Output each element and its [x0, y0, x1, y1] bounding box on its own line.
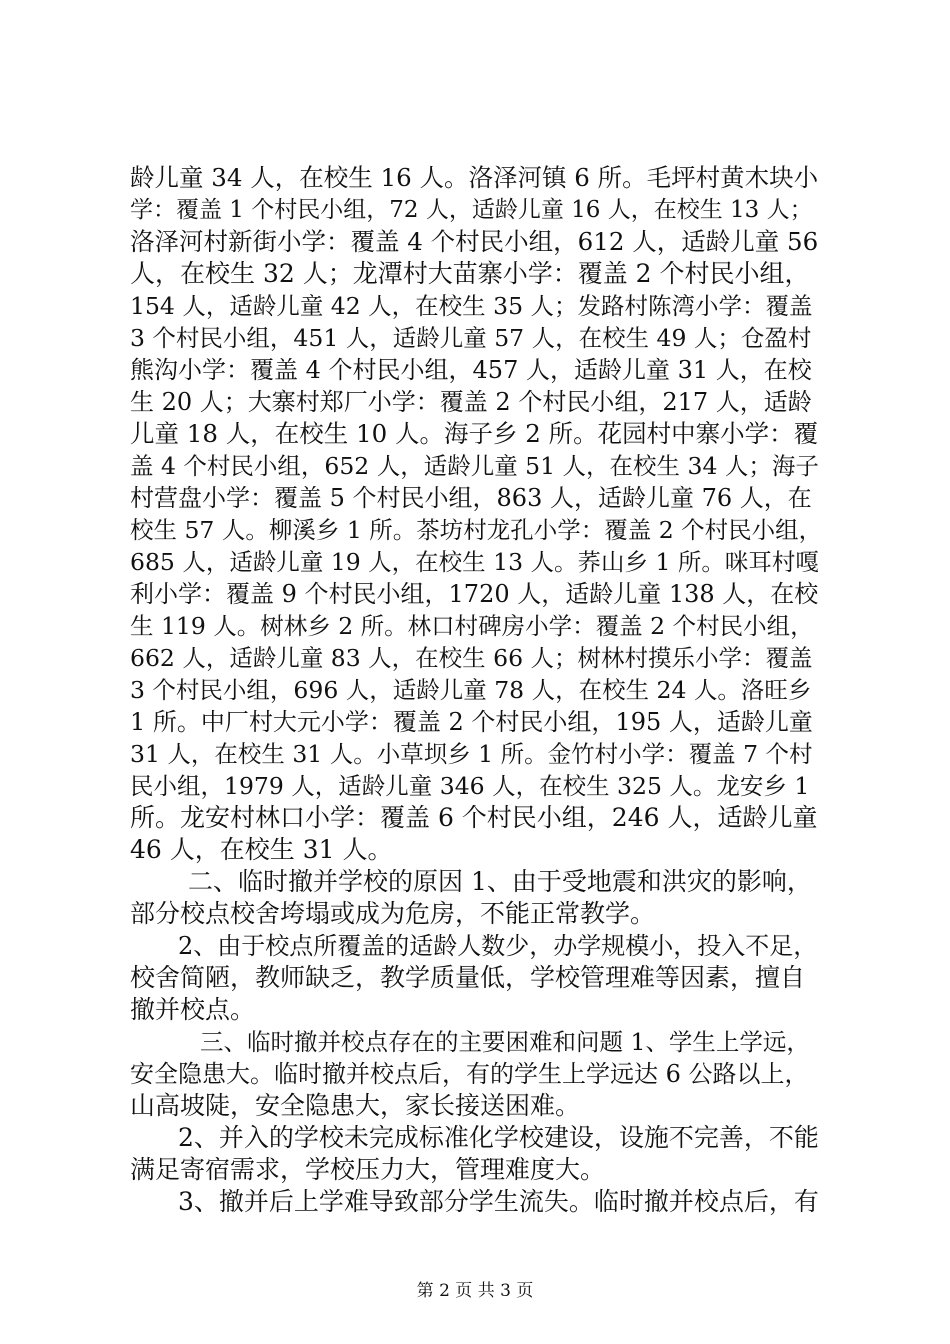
- text-line: 龄儿童 34 人，在校生 16 人。洛泽河镇 6 所。毛坪村黄木块小: [130, 163, 819, 192]
- text-line: 校舍简陋，教师缺乏，教学质量低，学校管理难等因素，擅自: [130, 963, 806, 992]
- paragraph-first-line: 2、由于校点所覆盖的适龄人数少，办学规模小，投入不足，: [178, 932, 818, 960]
- text-line: 儿童 18 人，在校生 10 人。海子乡 2 所。花园村中寨小学：覆: [130, 419, 819, 448]
- text-line: 31 人，在校生 31 人。小草坝乡 1 所。金竹村小学：覆盖 7 个村: [130, 740, 813, 768]
- text-line: 校生 57 人。柳溪乡 1 所。茶坊村龙孔小学：覆盖 2 个村民小组，: [130, 516, 823, 544]
- text-line: 685 人，适龄儿童 19 人，在校生 13 人。荞山乡 1 所。咪耳村嘎: [130, 548, 819, 576]
- text-line: 撤并校点。: [130, 995, 256, 1024]
- text-line: 山高坡陡，安全隐患大，家长接送困难。: [130, 1091, 581, 1120]
- text-line: 生 20 人；大寨村郑厂小学：覆盖 2 个村民小组，217 人，适龄: [130, 388, 812, 416]
- text-line: 所。龙安村林口小学：覆盖 6 个村民小组，246 人，适龄儿童: [130, 803, 818, 832]
- text-line: 人，在校生 32 人；龙潭村大苗寨小学：覆盖 2 个村民小组，: [130, 259, 810, 288]
- page-footer: [0, 1281, 950, 1301]
- text-line: 熊沟小学：覆盖 4 个村民小组，457 人，适龄儿童 31 人，在校: [130, 356, 812, 384]
- text-line: 盖 4 个村民小组，652 人，适龄儿童 51 人，在校生 34 人；海子: [130, 452, 819, 480]
- text-line: 洛泽河村新街小学：覆盖 4 个村民小组，612 人，适龄儿童 56: [130, 227, 819, 256]
- text-line: 1 所。中厂村大元小学：覆盖 2 个村民小组，195 人，适龄儿童: [130, 708, 813, 736]
- text-line: 部分校点校舍垮塌或成为危房，不能正常教学。: [130, 899, 656, 928]
- section-heading-line: 二、临时撤并学校的原因 1、由于受地震和洪灾的影响，: [188, 867, 812, 896]
- section-heading-line: 三、临时撤并校点存在的主要困难和问题 1、学生上学远，: [200, 1028, 810, 1056]
- text-line: 154 人，适龄儿童 42 人，在校生 35 人；发路村陈湾小学：覆盖: [130, 292, 813, 320]
- text-line: 3 个村民小组，696 人，适龄儿童 78 人，在校生 24 人。洛旺乡: [130, 676, 812, 704]
- text-line: 46 人，在校生 31 人。: [130, 835, 393, 864]
- text-line: 村营盘小学：覆盖 5 个村民小组，863 人，适龄儿童 76 人，在: [130, 484, 812, 512]
- text-line: 3 个村民小组，451 人，适龄儿童 57 人，在校生 49 人；仓盈村: [130, 324, 812, 352]
- text-line: 学：覆盖 1 个村民小组，72 人，适龄儿童 16 人，在校生 13 人；: [130, 197, 813, 223]
- paragraph-first-line: 3、撤并后上学难导致部分学生流失。临时撤并校点后，有: [178, 1187, 819, 1216]
- text-line: 安全隐患大。临时撤并校点后，有的学生上学远达 6 公路以上，: [130, 1060, 809, 1088]
- page-indicator: 第 2 页 共 3 页: [416, 1281, 534, 1301]
- text-line: 满足寄宿需求，学校压力大，管理难度大。: [130, 1155, 606, 1184]
- text-line: 生 119 人。树林乡 2 所。林口村碑房小学：覆盖 2 个村民小组，: [130, 612, 814, 640]
- text-line: 民小组，1979 人，适龄儿童 346 人，在校生 325 人。龙安乡 1: [130, 772, 810, 800]
- text-line: 利小学：覆盖 9 个村民小组，1720 人，适龄儿童 138 人，在校: [130, 580, 819, 608]
- paragraph-first-line: 2、并入的学校未完成标准化学校建设，设施不完善，不能: [178, 1123, 819, 1152]
- text-line: 662 人，适龄儿童 83 人，在校生 66 人；树林村摸乐小学：覆盖: [130, 644, 813, 672]
